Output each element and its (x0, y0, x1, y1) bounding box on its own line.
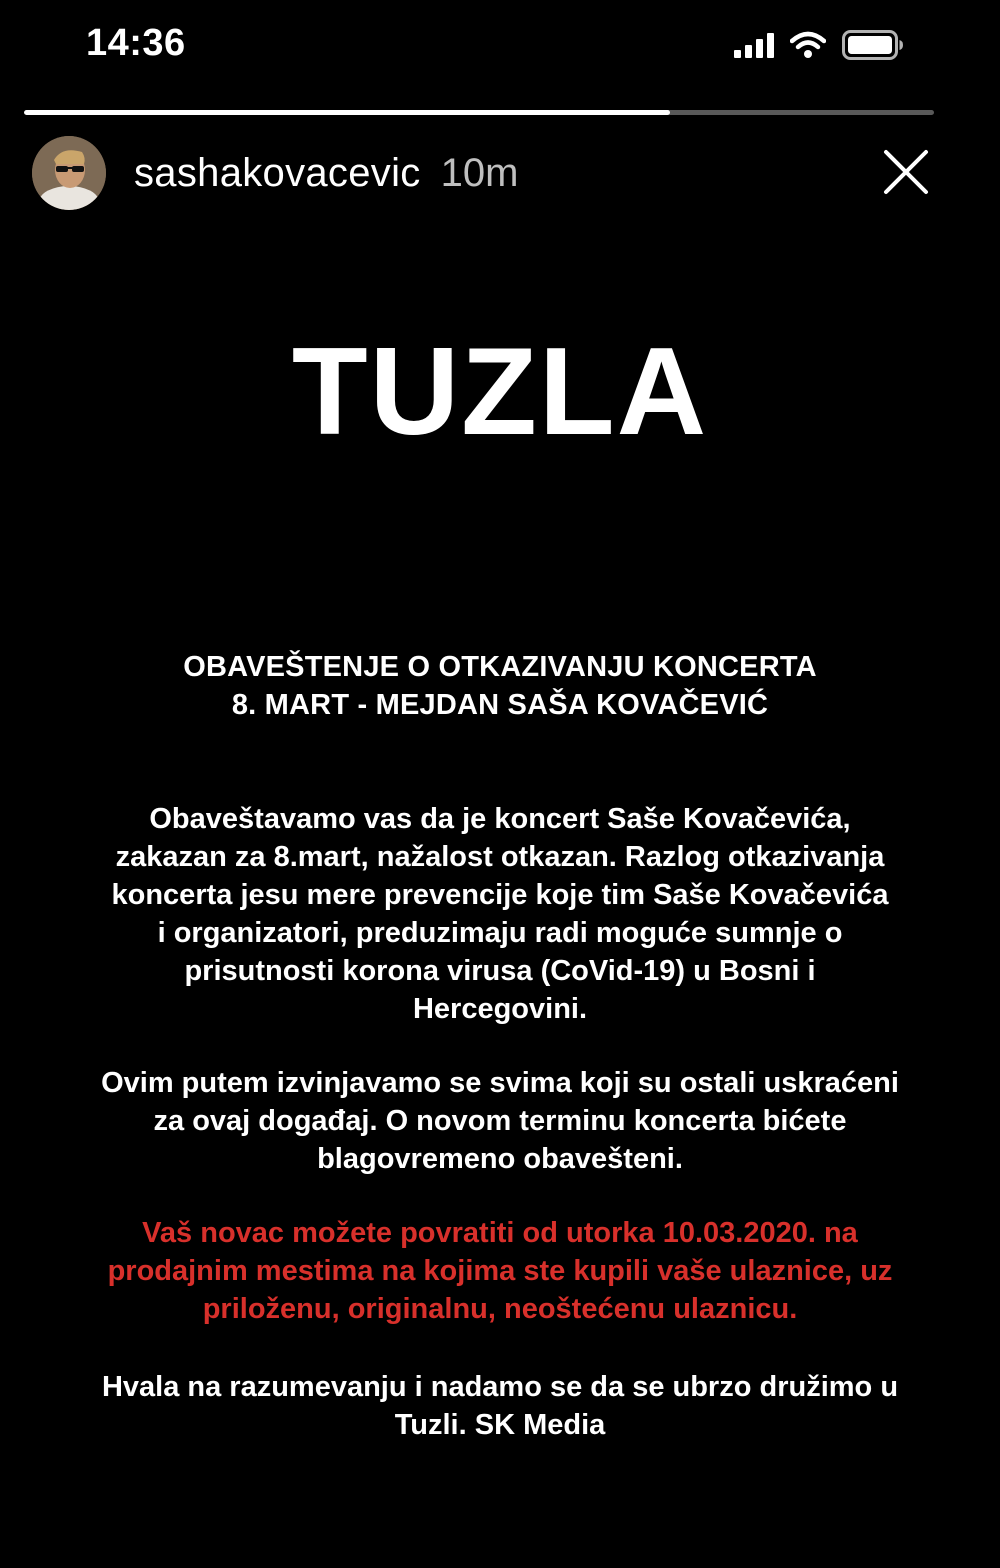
notice-paragraph-thanks: Hvala na razumevanju i nadamo se da se ubrzo družimo u Tuzli. SK Media (101, 1371, 899, 1441)
status-time: 14:36 (86, 22, 186, 64)
notice-paragraph-apology: Ovim putem izvinjavamo se svima koji su ostali uskraćeni za ovaj događaj. O novom terminu koncerta bićete blagovremeno obavešteni. (101, 1067, 899, 1175)
notice-paragraph-refund: Vaš novac možete povratiti od utorka 10.03.2020. na prodajnim mestima na kojima ste kupili vaše ulaznice, uz priloženu, originalnu, neoštećenu ulaznicu. (107, 1217, 893, 1325)
story-timestamp: 10m (440, 150, 519, 195)
status-icons (734, 28, 904, 62)
wifi-icon (790, 31, 826, 59)
battery-icon (842, 30, 904, 60)
story-progress-bar (24, 110, 934, 115)
story-title: TUZLA (291, 323, 709, 461)
status-bar (0, 0, 1000, 90)
notice-heading: OBAVEŠTENJE O OTKAZIVANJU KONCERTA 8. MART - MEJDAN SAŠA KOVAČEVIĆ (183, 651, 817, 721)
signal-icon (734, 32, 774, 58)
notice-paragraph-cancellation: Obaveštavamo vas da je koncert Saše Kovačevića, zakazan za 8.mart, nažalost otkazan. Razlog otkazivanja koncerta jesu mere prevencije koje tim Saše Kovačevića i organizatori, preduzimaju radi moguće sumnje o prisutnosti korona virusa (CoVid-19) u Bosni i Hercegovini. (111, 803, 889, 1025)
close-icon (880, 146, 932, 198)
close-button[interactable] (880, 146, 932, 198)
story-header (32, 134, 518, 212)
avatar[interactable] (32, 136, 106, 210)
story-progress-fill (24, 110, 670, 115)
story-username[interactable]: sashakovacevic (134, 150, 421, 195)
